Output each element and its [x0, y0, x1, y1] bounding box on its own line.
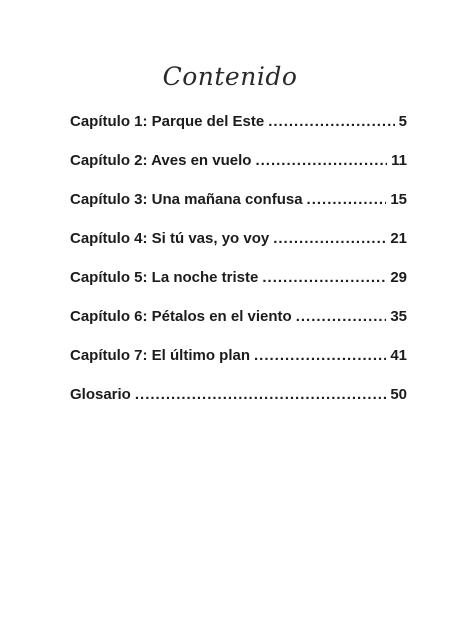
toc-entry-label: Capítulo 3: Una mañana confusa	[70, 191, 303, 208]
toc-entry-label: Capítulo 7: El último plan	[70, 347, 250, 364]
toc-entry-page-number: 15	[390, 191, 407, 208]
toc-entry-label: Capítulo 5: La noche triste	[70, 269, 259, 286]
toc-entry-page-number: 11	[391, 152, 407, 169]
toc-entry-page-number: 35	[390, 308, 407, 325]
toc-entry-chapter-3	[70, 191, 407, 214]
toc-entry-label: Glosario	[70, 386, 131, 403]
toc-entry-chapter-2	[70, 152, 407, 175]
toc-entry-page-number: 41	[390, 347, 407, 364]
dot-leader	[262, 269, 386, 286]
toc-entry-page-number: 50	[390, 386, 407, 403]
toc-entry-chapter-6	[70, 308, 407, 331]
dot-leader	[307, 191, 387, 208]
toc-entry-glossary	[70, 386, 407, 409]
toc-entry-page-number: 29	[390, 269, 407, 286]
toc-entry-label: Capítulo 2: Aves en vuelo	[70, 152, 252, 169]
toc-entry-chapter-1	[70, 113, 407, 136]
toc-entry-label: Capítulo 4: Si tú vas, yo voy	[70, 230, 270, 247]
toc-title: Contenido	[162, 62, 298, 91]
toc-entry-chapter-5	[70, 269, 407, 292]
toc-entry-chapter-4	[70, 230, 407, 253]
toc-list	[70, 113, 407, 425]
toc-entry-label: Capítulo 1: Parque del Este	[70, 113, 265, 130]
toc-entry-chapter-7	[70, 347, 407, 370]
dot-leader	[135, 386, 386, 403]
dot-leader	[273, 230, 386, 247]
dot-leader	[268, 113, 394, 130]
dot-leader	[254, 347, 386, 364]
dot-leader	[296, 308, 387, 325]
dot-leader	[255, 152, 387, 169]
toc-entry-page-number: 21	[390, 230, 407, 247]
toc-entry-page-number: 5	[398, 113, 407, 130]
toc-entry-label: Capítulo 6: Pétalos en el viento	[70, 308, 292, 325]
